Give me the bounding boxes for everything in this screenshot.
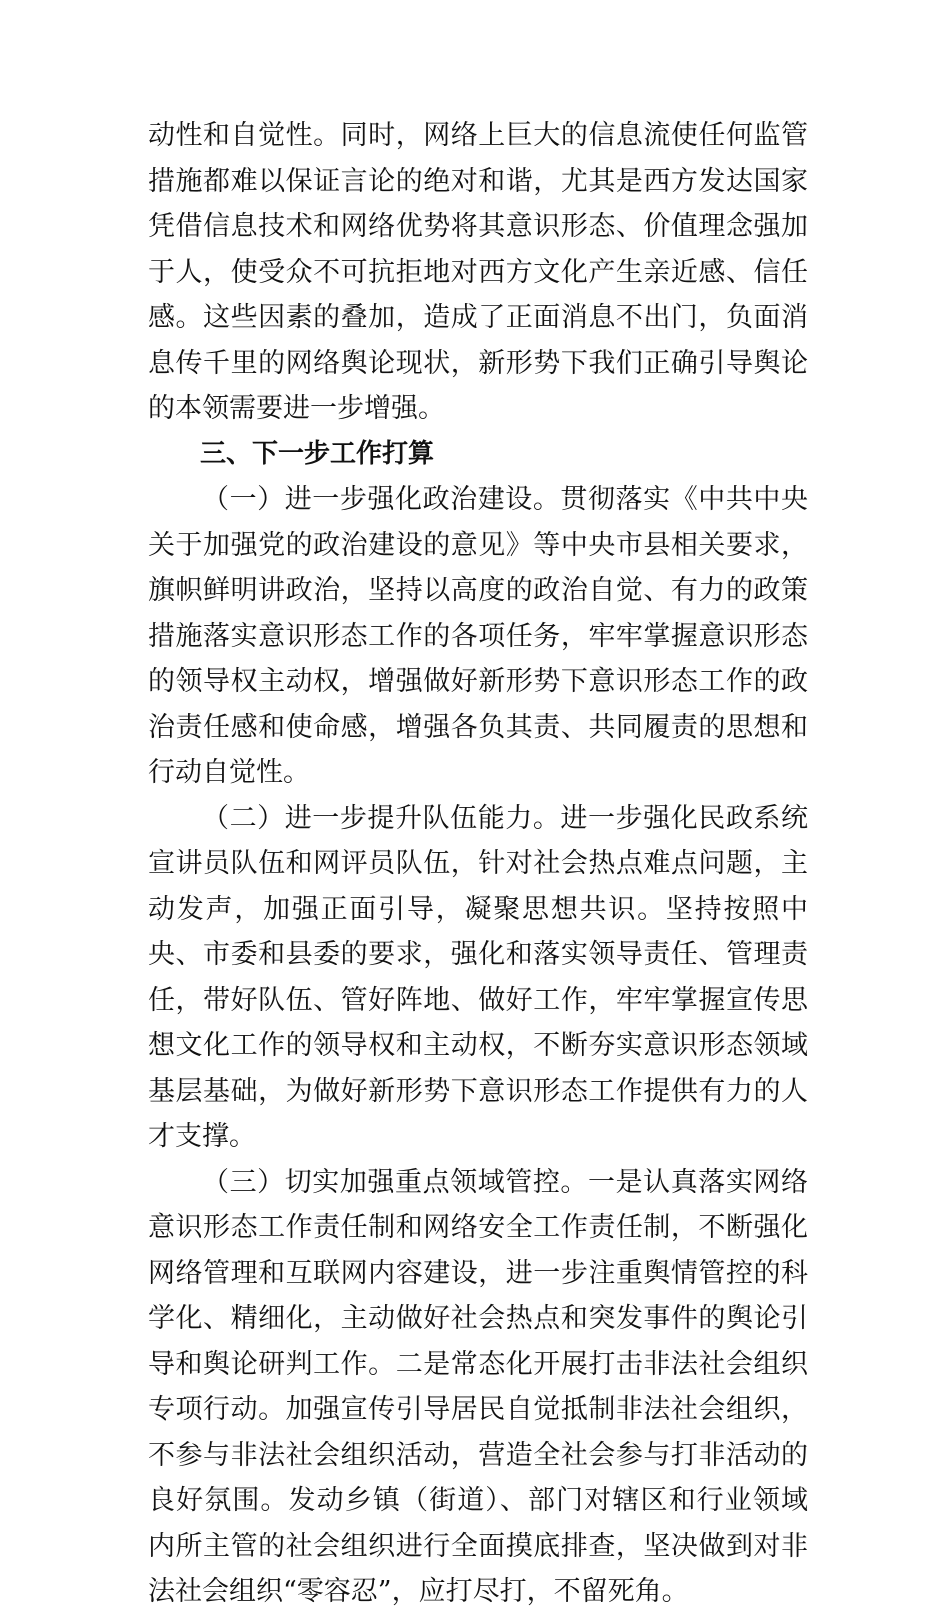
body-paragraph-key-area-control: （三）切实加强重点领域管控。一是认真落实网络意识形态工作责任制和网络安全工作责任制，不断强化网络管理和互联网内容建设，进一步注重舆情管控的科学化、精细化，主动做好社会热点和突发事件的舆论引导和舆论研判工作。二是常态化开展打击非法社会组织专项行动。加强宣传引导居民自觉抵制非法社会组织，不参与非法社会组织活动，营造全社会参与打非活动的良好氛围。发动乡镇（街道）、部门对辖区和行业领域内所主管的社会组织进行全面摸底排查，坚决做到对非法社会组织“零容忍”，应打尽打，不留死角。 xyxy=(148,1166,808,1607)
document-body xyxy=(148,113,808,1615)
body-paragraph-continuation: 动性和自觉性。同时，网络上巨大的信息流使任何监管措施都难以保证言论的绝对和谐，尤其是西方发达国家凭借信息技术和网络优势将其意识形态、价值理念强加于人，使受众不可抗拒地对西方文化产生亲近感、信任感。这些因素的叠加，造成了正面消息不出门，负面消息传千里的网络舆论现状，新形势下我们正确引导舆论的本领需要进一步增强。 xyxy=(148,120,808,424)
body-paragraph-political-construction: （一）进一步强化政治建设。贯彻落实《中共中央关于加强党的政治建设的意见》等中央市县相关要求，旗帜鲜明讲政治，坚持以高度的政治自觉、有力的政策措施落实意识形态工作的各项任务，牢牢掌握意识形态的领导权主动权，增强做好新形势下意识形态工作的政治责任感和使命感，增强各负其责、共同履责的思想和行动自觉性。 xyxy=(148,484,808,788)
body-paragraph-team-capacity: （二）进一步提升队伍能力。进一步强化民政系统宣讲员队伍和网评员队伍，针对社会热点难点问题，主动发声，加强正面引导，凝聚思想共识。坚持按照中央、市委和县委的要求，强化和落实领导责任、管理责任，带好队伍、管好阵地、做好工作，牢牢掌握宣传思想文化工作的领导权和主动权，不断夯实意识形态领域基层基础，为做好新形势下意识形态工作提供有力的人才支撑。 xyxy=(148,802,808,1152)
section-heading-next-steps: 三、下一步工作打算 xyxy=(200,438,435,469)
